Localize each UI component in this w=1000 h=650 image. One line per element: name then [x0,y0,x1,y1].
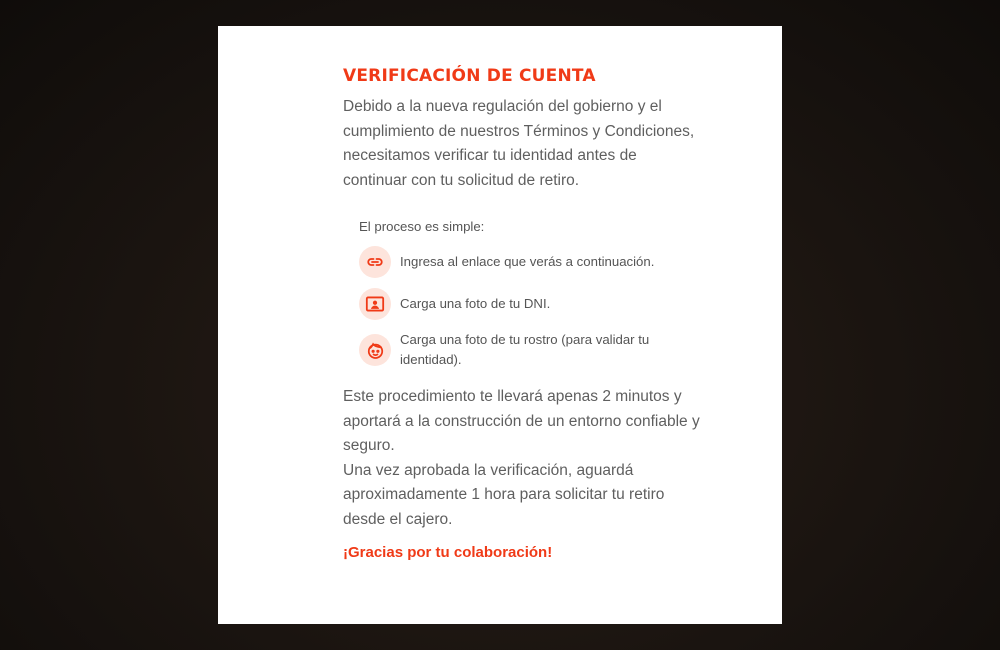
step-item [359,246,703,278]
id-card-icon [359,288,391,320]
link-icon [359,246,391,278]
card-title: VERIFICACIÓN DE CUENTA [343,66,596,86]
intro-text: Debido a la nueva regulación del gobierno y el cumplimiento de nuestros Términos y Condiciones, necesitamos verificar tu identidad antes de continuar con tu solicitud de retiro. [343,98,695,189]
verification-card [218,26,782,624]
step-item [359,288,703,320]
step-item [359,330,703,370]
steps-lead: El proceso es simple: [359,219,485,234]
closing-text-1: Este procedimiento te llevará apenas 2 minutos y aportará a la construcción de un entorno confiable y seguro. [343,388,700,454]
face-icon [359,334,391,366]
card-content [343,64,703,564]
thanks-text: ¡Gracias por tu colaboración! [343,544,553,561]
closing-text-2: Una vez aprobada la verificación, aguardá aproximadamente 1 hora para solicitar tu retiro desde el cajero. [343,461,665,528]
step-text: Ingresa al enlace que verás a continuación. [400,254,655,269]
steps-list [359,218,703,370]
step-text: Carga una foto de tu rostro (para validar tu identidad). [400,332,650,367]
step-text: Carga una foto de tu DNI. [400,296,551,311]
